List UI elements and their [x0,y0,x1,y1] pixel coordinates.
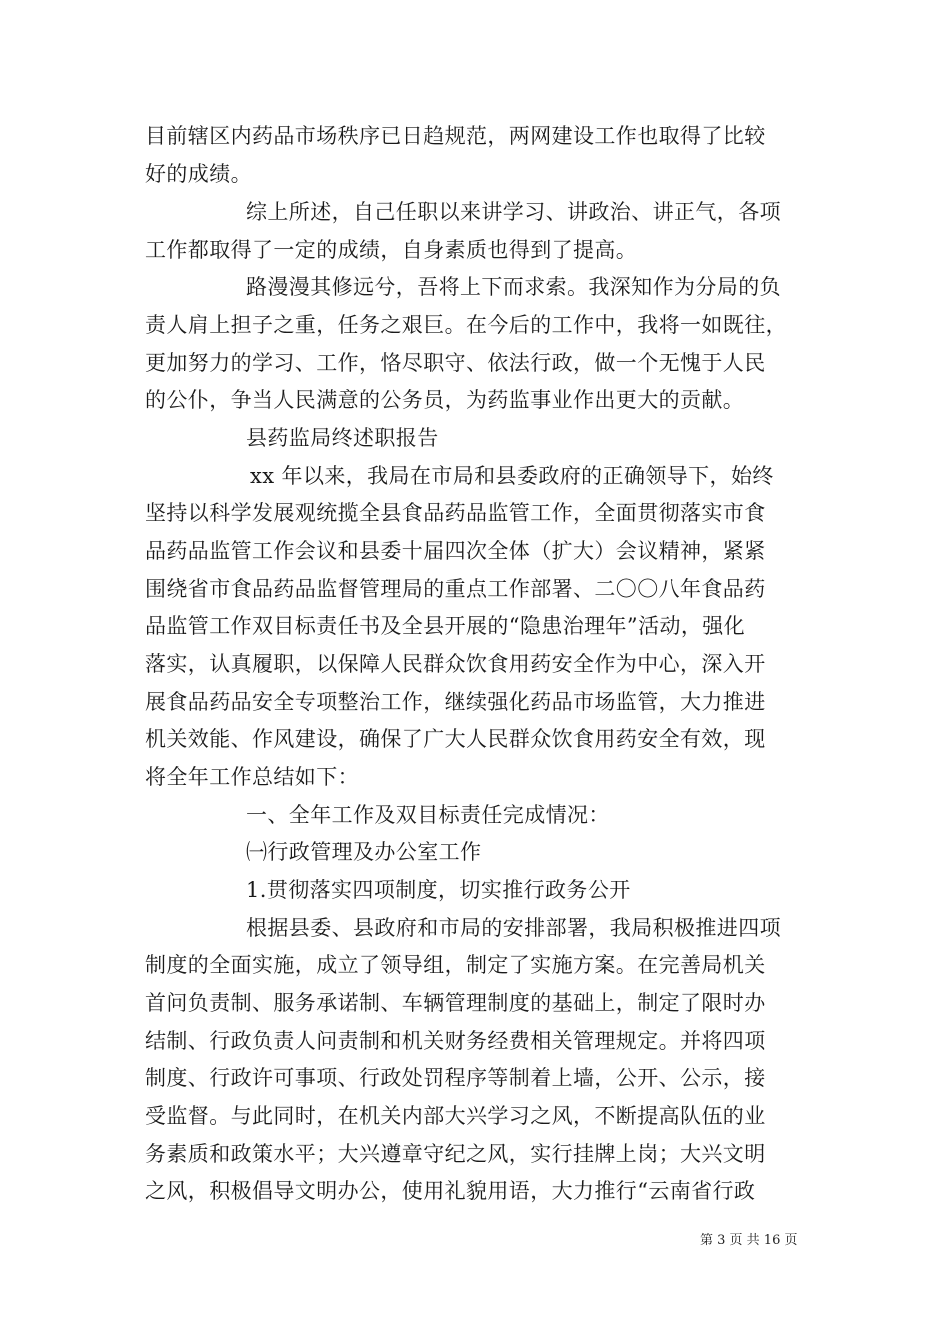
text-line: 综上所述，自己任职以来讲学习、讲政治、讲正气，各项 [246,200,781,224]
section-heading: 一、全年工作及双目标责任完成情况： [246,803,610,827]
item-heading: 1.贯彻落实四项制度，切实推行政务公开 [246,878,631,902]
text-line: 制度、行政许可事项、行政处罚程序等制着上墙，公开、公示，接 [145,1066,766,1090]
text-line: 结制、行政负责人问责制和机关财务经费相关管理规定。并将四项 [145,1029,766,1053]
text-line: 品监管工作双目标责任书及全县开展的“隐患治理年”活动，强化 [145,614,746,638]
text-line: 展食品药品安全专项整治工作，继续强化药品市场监管，大力推进 [145,690,766,714]
text-line: xx 年以来，我局在市局和县委政府的正确领导下，始终 [250,464,774,488]
text-line: 机关效能、作风建设，确保了广大人民群众饮食用药安全有效，现 [145,727,766,751]
text-line: 受监督。与此同时，在机关内部大兴学习之风，不断提高队伍的业 [145,1104,766,1128]
text-line: 制度的全面实施，成立了领导组，制定了实施方案。在完善局机关 [145,953,766,977]
page-number-footer: 第 3 页 共 16 页 [700,1233,798,1248]
text-line: 首问负责制、服务承诺制、车辆管理制度的基础上，制定了限时办 [145,991,766,1015]
text-line: 工作都取得了一定的成绩，自身素质也得到了提高。 [145,238,638,262]
text-line: 之风，积极倡导文明办公，使用礼貌用语，大力推行“云南省行政 [145,1179,756,1203]
text-line: 将全年工作总结如下： [145,765,359,789]
text-line: 坚持以科学发展观统揽全县食品药品监管工作，全面贯彻落实市食 [145,501,766,525]
subsection-heading: ㈠行政管理及办公室工作 [246,840,482,864]
text-line: 品药品监管工作会议和县委十届四次全体（扩大）会议精神，紧紧 [145,539,766,563]
text-line: 务素质和政策水平；大兴遵章守纪之风，实行挂牌上岗；大兴文明 [145,1142,766,1166]
text-line: 围绕省市食品药品监督管理局的重点工作部署、二〇〇八年食品药 [145,577,766,601]
text-line: 路漫漫其修远兮，吾将上下而求索。我深知作为分局的负 [246,275,781,299]
text-line: 落实，认真履职，以保障人民群众饮食用药安全作为中心，深入开 [145,652,766,676]
text-line: 目前辖区内药品市场秩序已日趋规范，两网建设工作也取得了比较 [145,124,766,148]
text-line: 的公仆，争当人民满意的公务员，为药监事业作出更大的贡献。 [145,388,745,412]
text-line: 根据县委、县政府和市局的安排部署，我局积极推进四项 [246,916,781,940]
text-line: 更加努力的学习、工作，恪尽职守、依法行政，做一个无愧于人民 [145,351,766,375]
section-heading: 县药监局终述职报告 [246,426,439,450]
text-line: 好的成绩。 [145,162,252,186]
text-line: 责人肩上担子之重，任务之艰巨。在今后的工作中，我将一如既往， [145,313,787,337]
